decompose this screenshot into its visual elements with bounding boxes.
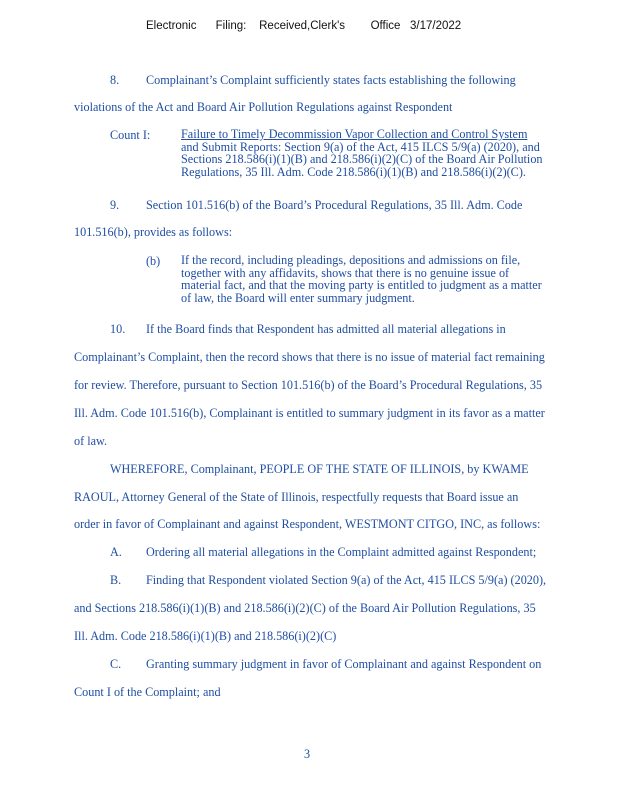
wherefore-line-2: RAOUL, Attorney General of the State of Illinois, respectfully requests that Board issue an [74, 490, 519, 504]
count-1-label: Count I: [110, 128, 151, 142]
paragraph-10-line-3: for review. Therefore, pursuant to Section 101.516(b) of the Board’s Procedural Regulations, 35 [74, 378, 543, 392]
quote-text [181, 254, 542, 304]
paragraph-10-line-2: Complainant’s Complaint, then the record shows that there is no issue of material fact remaining [74, 350, 545, 364]
quote-line-3: material fact, and that the moving party is entitled to judgment as a matter [181, 278, 542, 292]
quote-label: (b) [146, 254, 161, 268]
wherefore-line-1: WHEREFORE, Complainant, PEOPLE OF THE STATE OF ILLINOIS, by KWAME [110, 462, 529, 476]
count-1-line-4: Regulations, 35 Ill. Adm. Code 218.586(i)(1)(B) and 218.586(i)(2)(C). [181, 164, 526, 179]
wherefore-line-3: order in favor of Complainant and against Respondent, WESTMONT CITGO, INC, as follows: [74, 517, 541, 531]
paragraph-9-line-1: Section 101.516(b) of the Board’s Procedural Regulations, 35 Ill. Adm. Code [146, 198, 523, 212]
count-1-line-1: Failure to Timely Decommission Vapor Collection and Control System [181, 127, 528, 141]
paragraph-10-line-4: Ill. Adm. Code 101.516(b), Complainant is entitled to summary judgment in its favor as a matter [74, 406, 545, 420]
paragraph-10-number: 10. [110, 322, 126, 336]
paragraph-9-line-2: 101.516(b), provides as follows: [74, 225, 233, 239]
item-a-label: A. [110, 545, 122, 559]
count-1-line-3: Sections 218.586(i)(1)(B) and 218.586(i)(2)(C) of the Board Air Pollution [181, 152, 543, 166]
item-b-label: B. [110, 573, 122, 587]
item-b-line-2: and Sections 218.586(i)(1)(B) and 218.586(i)(2)(C) of the Board Air Pollution Regulations, 35 [74, 601, 536, 615]
paragraph-10-line-1: If the Board finds that Respondent has admitted all material allegations in [146, 322, 506, 336]
item-b-line-3: Ill. Adm. Code 218.586(i)(1)(B) and 218.586(i)(2)(C) [74, 629, 337, 643]
item-a-text: Ordering all material allegations in the Complaint admitted against Respondent; [146, 545, 537, 559]
item-b-line-1: Finding that Respondent violated Section 9(a) of the Act, 415 ILCS 5/9(a) (2020), [146, 573, 547, 587]
filing-stamp-header: Electronic Filing: Received,Clerk's Office 3/17/2022 [146, 20, 462, 32]
paragraph-8-line-2: violations of the Act and Board Air Pollution Regulations against Respondent [74, 100, 453, 114]
quote-line-4: of law, the Board will enter summary judgment. [181, 290, 415, 305]
count-1-text [181, 128, 543, 178]
item-c-line-2: Count I of the Complaint; and [74, 685, 221, 699]
paragraph-8-number: 8. [110, 73, 120, 87]
paragraph-8-line-1: Complainant’s Complaint sufficiently states facts establishing the following [146, 73, 516, 87]
paragraph-10-line-5: of law. [74, 434, 108, 448]
page-number: 3 [304, 747, 311, 761]
item-c-line-1: Granting summary judgment in favor of Complainant and against Respondent on [146, 657, 542, 671]
quote-line-1: If the record, including pleadings, depositions and admissions on file, [181, 253, 521, 267]
item-c-label: C. [110, 657, 122, 671]
paragraph-9-number: 9. [110, 198, 120, 212]
count-1-line-2: and Submit Reports: Section 9(a) of the Act, 415 ILCS 5/9(a) (2020), and [181, 139, 540, 154]
quote-line-2: together with any affidavits, shows that there is no genuine issue of [181, 265, 510, 280]
